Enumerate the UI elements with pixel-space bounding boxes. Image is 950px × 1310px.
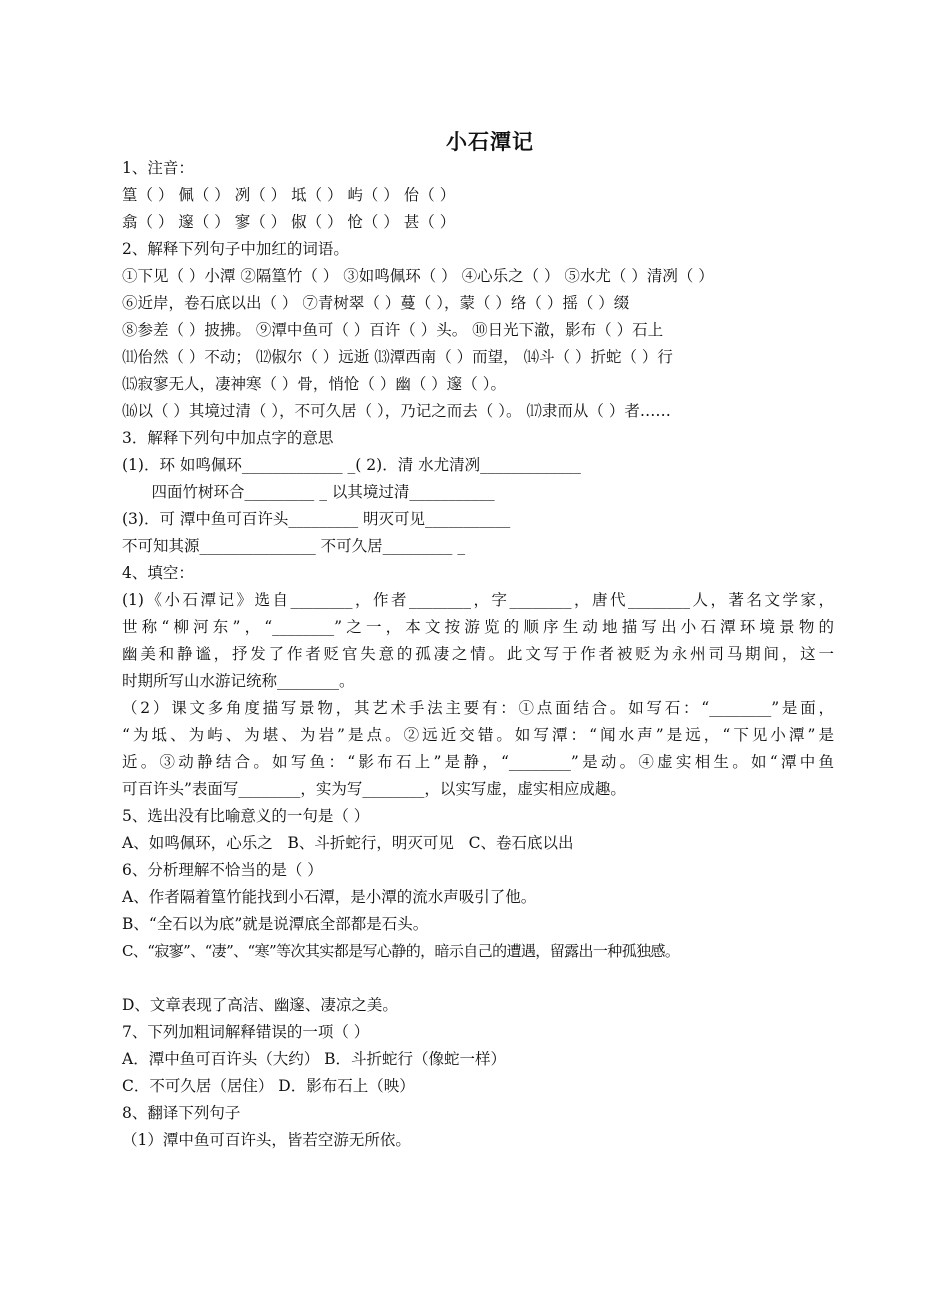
page-title: 小石潭记: [446, 130, 534, 154]
q4-paragraph-line: (1)《小石潭记》选自________，作者________，字________，唐代________人，著名文学家，: [122, 591, 834, 609]
q6-heading: 6、分析理解不恰当的是（ ）: [122, 861, 323, 879]
q8-heading: 8、翻译下列句子: [122, 1104, 241, 1122]
q2-line: ⒂寂寥无人，凄神寒（ ）骨，悄怆（ ）幽（ ）邃（ ）。: [122, 375, 506, 393]
q7-heading: 7、下列加粗词解释错误的一项（ ）: [122, 1023, 370, 1041]
q6-option-b: B、“全石以为底”就是说潭底全部都是石头。: [122, 915, 429, 933]
q3-line: (3)．可 潭中鱼可百许头_________ 明灭可见___________: [122, 510, 511, 528]
q1-line: 篁（ ） 佩（ ） 冽（ ） 坻（ ） 屿（ ） 佁（ ）: [122, 186, 456, 204]
q6-option-c: C、“寂寥”、“凄”、“寒”等次其实都是写心静的，暗示自己的遭遇，留露出一种孤独感。: [122, 942, 680, 960]
q7-options: A．潭中鱼可百许头（大约） B．斗折蛇行（像蛇一样）: [122, 1050, 507, 1068]
q2-line: ⑥近岸，卷石底以出（ ） ⑦青树翠（ ）蔓（ ），蒙（ ）络（ ）摇（ ）缀: [122, 294, 630, 312]
q3-heading: 3．解释下列句中加点字的意思: [122, 429, 334, 447]
q4-paragraph-line: 世称“柳河东”，“________”之一，本文按游览的顺序生动地描写出小石潭环境景物的: [122, 618, 834, 636]
q4-paragraph-line: 时期所写山水游记统称________。: [122, 672, 355, 690]
q2-line: ⑧参差（ ）披拂。 ⑨潭中鱼可（ ）百许（ ）头。 ⑩日光下澈，影布（ ）石上: [122, 321, 664, 339]
q3-line: 四面竹树环合_________ _ 以其境过清___________: [122, 483, 495, 501]
q4-heading: 4、填空：: [122, 564, 194, 582]
q2-line: ⒃以（ ）其境过清（ ），不可久居（ ），乃记之而去（ ）。 ⒄隶而从（ ）者……: [122, 402, 671, 420]
q3-line: 不可知其源_______________ 不可久居_________ _: [122, 537, 466, 555]
q2-heading: 2、解释下列句子中加红的词语。: [122, 240, 349, 258]
q5-options: A、如鸣佩环，心乐之 B、斗折蛇行，明灭可见 C、卷石底以出: [122, 834, 574, 852]
q4-paragraph-line: 近。③动静结合。如写鱼：“影布石上”是静，“________”是动。④虚实相生。如“潭中鱼: [122, 753, 834, 771]
q6-option-d: D、文章表现了高洁、幽邃、凄凉之美。: [122, 996, 398, 1014]
q4-paragraph-line: （2）课文多角度描写景物，其艺术手法主要有：①点面结合。如写石：“________”是面，: [122, 699, 834, 717]
q5-heading: 5、选出没有比喻意义的一句是（ ）: [122, 807, 370, 825]
q3-line: (1)．环 如鸣佩环_____________ _( 2)．清 水尤清冽_____________: [122, 456, 581, 474]
q8-item: （1）潭中鱼可百许头，皆若空游无所依。: [122, 1131, 411, 1149]
q7-options: C．不可久居（居住） D．影布石上（映）: [122, 1077, 415, 1095]
q4-paragraph-line: 幽美和静谧，抒发了作者贬官失意的孤凄之情。此文写于作者被贬为永州司马期间，这一: [122, 645, 834, 663]
q2-line: ⑾佁然（ ）不动； ⑿俶尔（ ）远逝 ⒀潭西南（ ）而望， ⒁斗（ ）折蛇（ ）行: [122, 348, 673, 366]
q4-paragraph-line: 可百许头”表面写________，实为写________，以实写虚，虚实相应成趣。: [122, 780, 626, 798]
q2-line: ①下见（ ）小潭 ②隔篁竹（ ） ③如鸣佩环（ ） ④心乐之（ ） ⑤水尤（ ）清冽（ ）: [122, 267, 714, 285]
q4-paragraph-line: “为坻、为屿、为堪、为岩”是点。②远近交错。如写潭：“闻水声”是远，“下见小潭”是: [122, 726, 834, 744]
q1-heading: 1、注音：: [122, 159, 194, 177]
q1-line: 翕（ ） 邃（ ） 寥（ ） 俶（ ） 怆（ ） 甚（ ）: [122, 213, 456, 231]
q6-option-a: A、作者隔着篁竹能找到小石潭，是小潭的流水声吸引了他。: [122, 888, 537, 906]
